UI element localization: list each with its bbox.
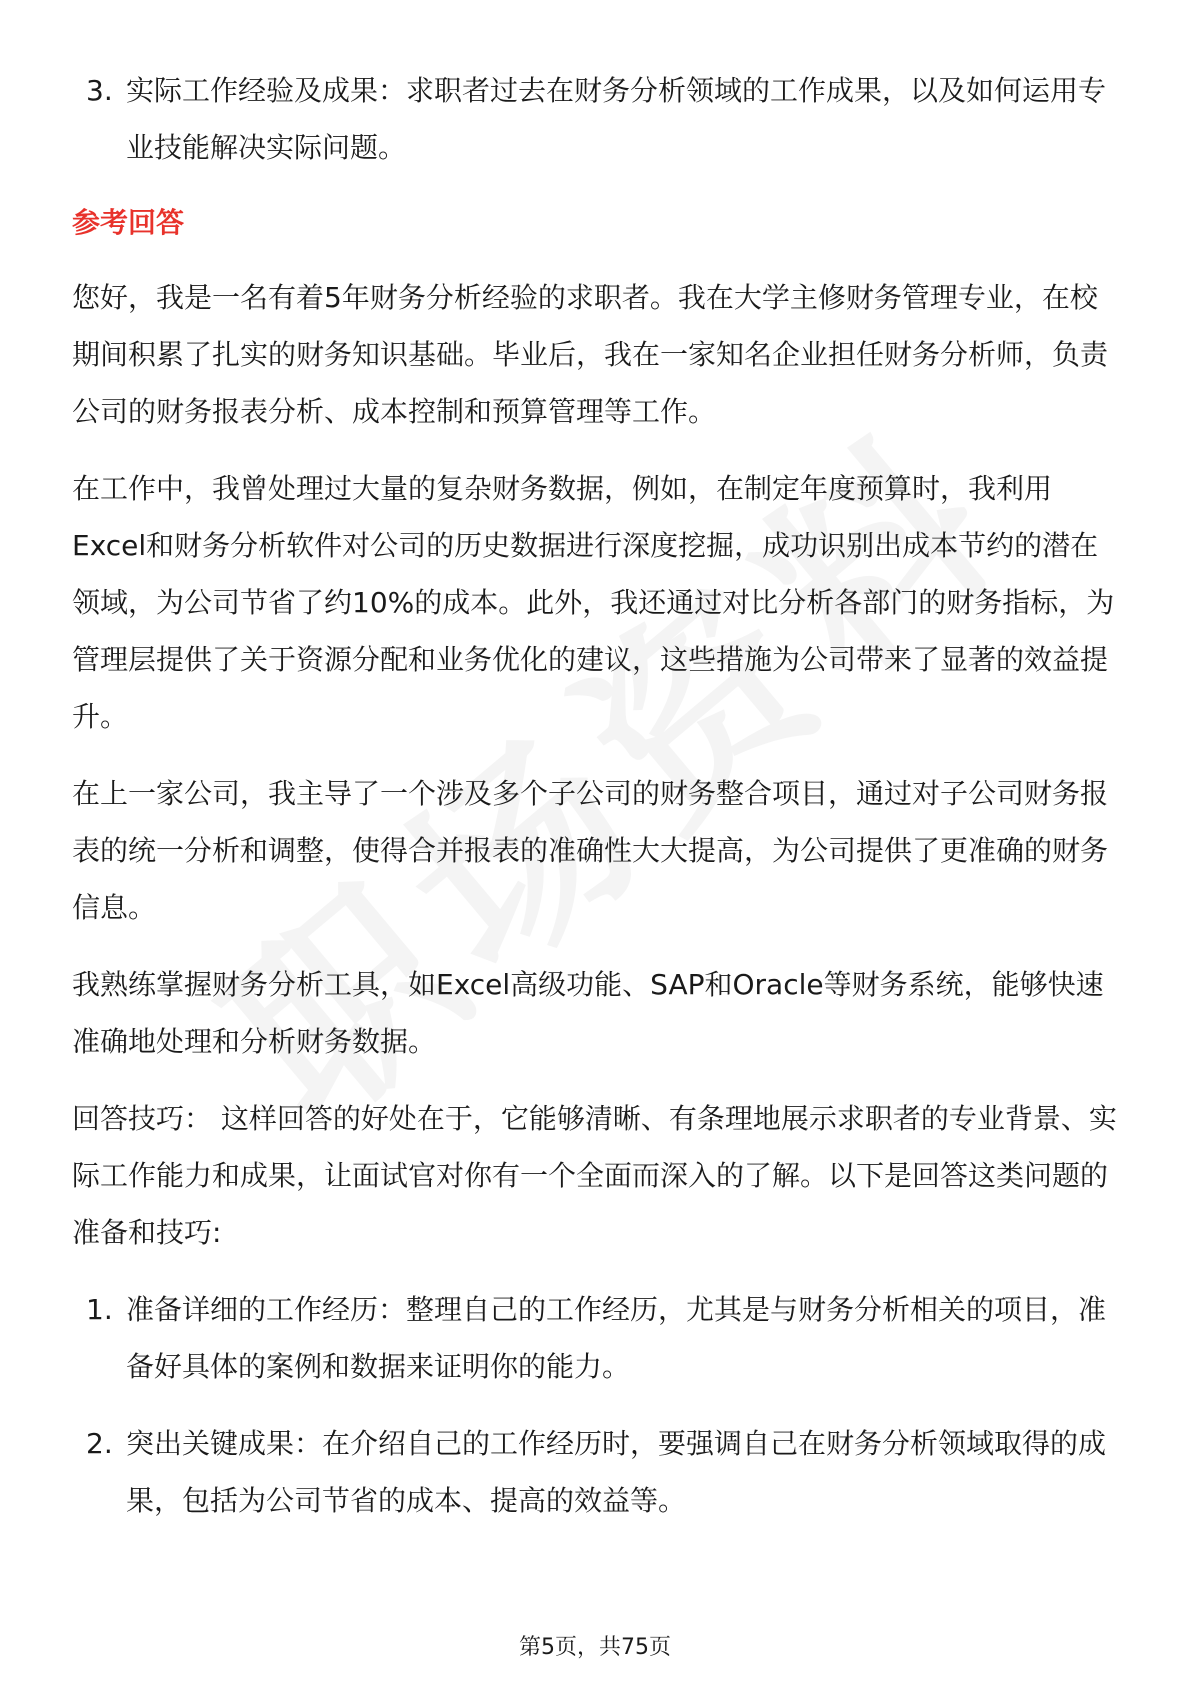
tip-item-2 — [72, 1415, 1122, 1529]
list-item-3 — [72, 62, 1122, 176]
answer-heading: 参考回答 — [72, 206, 185, 239]
list-text: 实际工作经验及成果：求职者过去在财务分析领域的工作成果，以及如何运用专业技能解决实际问题。 — [126, 74, 1107, 164]
tip-item-1 — [72, 1281, 1122, 1395]
list-number: 3. — [86, 74, 113, 107]
page-content — [72, 62, 1122, 1529]
paragraph-work: 在工作中，我曾处理过大量的复杂财务数据，例如，在制定年度预算时，我利用Excel和财务分析软件对公司的历史数据进行深度挖掘，成功识别出成本节约的潜在领域，为公司节省了约10%的成本。此外，我还通过对比分析各部门的财务指标，为管理层提供了关于资源分配和业务优化的建议，这些措施为公司带来了显著的效益提升。 — [72, 472, 1115, 733]
list-number: 1. — [86, 1293, 113, 1326]
page-footer: 第5页，共75页 — [519, 1635, 671, 1660]
paragraph-tools: 我熟练掌握财务分析工具，如Excel高级功能、SAP和Oracle等财务系统，能够快速准确地处理和分析财务数据。 — [72, 968, 1104, 1058]
list-number: 2. — [86, 1427, 113, 1460]
list-text: 突出关键成果：在介绍自己的工作经历时，要强调自己在财务分析领域取得的成果，包括为公司节省的成本、提高的效益等。 — [126, 1427, 1107, 1517]
paragraph-intro: 您好，我是一名有着5年财务分析经验的求职者。我在大学主修财务管理专业，在校期间积累了扎实的财务知识基础。毕业后，我在一家知名企业担任财务分析师，负责公司的财务报表分析、成本控制和预算管理等工作。 — [72, 281, 1109, 428]
list-text: 准备详细的工作经历：整理自己的工作经历，尤其是与财务分析相关的项目，准备好具体的案例和数据来证明你的能力。 — [126, 1293, 1107, 1383]
paragraph-tips: 回答技巧： 这样回答的好处在于，它能够清晰、有条理地展示求职者的专业背景、实际工作能力和成果，让面试官对你有一个全面而深入的了解。以下是回答这类问题的准备和技巧: — [72, 1102, 1117, 1249]
paragraph-project: 在上一家公司，我主导了一个涉及多个子公司的财务整合项目，通过对子公司财务报表的统一分析和调整，使得合并报表的准确性大大提高，为公司提供了更准确的财务信息。 — [72, 777, 1109, 924]
